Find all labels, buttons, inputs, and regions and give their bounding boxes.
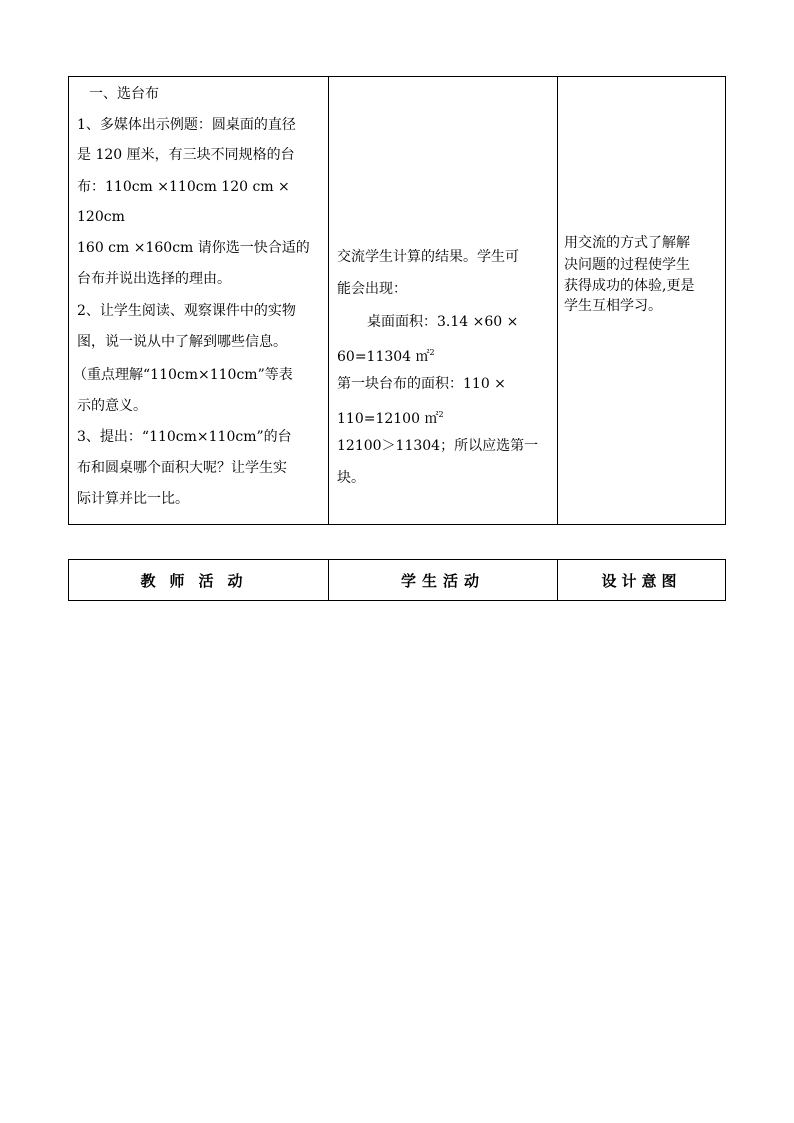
lesson-plan-table (68, 76, 726, 525)
teacher-line: （重点理解“110cm×110cm”等表 (73, 367, 293, 383)
teacher-line: 际计算并比一比。 (77, 491, 189, 507)
teacher-line: 3、提出：“110cm×110cm”的台 (77, 429, 292, 445)
teacher-activity-cell (69, 77, 329, 525)
teacher-line: 是 120 厘米，有三块不同规格的台 (77, 147, 295, 163)
student-line (337, 407, 444, 427)
student-area-text: 110=12100 ㎡ (337, 411, 439, 427)
student-activity-header: 学生活动 (329, 560, 558, 601)
design-line: 获得成功的体验,更是 (564, 278, 695, 294)
student-line: 交流学生计算的结果。学生可 (337, 249, 519, 265)
teacher-activity-header: 教师活动 (69, 560, 329, 601)
teacher-line: 台布并说出选择的理由。 (77, 271, 231, 287)
superscript-2: 2 (429, 348, 435, 357)
teacher-line: 布：110cm ×110cm 120 cm × (77, 179, 290, 195)
teacher-line: 160 cm ×160cm 请你选一快合适的 (77, 240, 310, 256)
student-line: 能会出现： (337, 281, 407, 297)
student-activity-cell (329, 77, 558, 525)
teacher-line: 2、让学生阅读、观察课件中的实物 (77, 303, 296, 319)
design-line: 决问题的过程使学生 (564, 257, 690, 273)
teacher-line: 布和圆桌哪个面积大呢？让学生实 (77, 460, 287, 476)
design-line: 学生互相学习。 (564, 298, 662, 314)
header-table (68, 559, 726, 601)
design-line: 用交流的方式了解解 (564, 235, 690, 251)
teacher-line: 示的意义。 (77, 398, 147, 414)
teacher-line: 图，说一说从中了解到哪些信息。 (77, 334, 287, 350)
design-intent-header: 设计意图 (558, 560, 726, 601)
student-line: 第一块台布的面积：110 × (337, 376, 506, 392)
teacher-line: 一、选台布 (89, 86, 159, 102)
student-line: 桌面面积：3.14 ×60 × (367, 314, 519, 330)
student-line: 12100＞11304；所以应选第一 (337, 438, 539, 454)
student-area-text: 60=11304 ㎡ (337, 349, 430, 365)
design-intent-cell (558, 77, 726, 525)
student-line: 块。 (337, 470, 365, 486)
student-line (337, 345, 435, 365)
teacher-line: 120cm (77, 209, 125, 225)
teacher-line: 1、多媒体出示例题：圆桌面的直径 (77, 117, 296, 133)
superscript-2: 2 (438, 410, 444, 419)
